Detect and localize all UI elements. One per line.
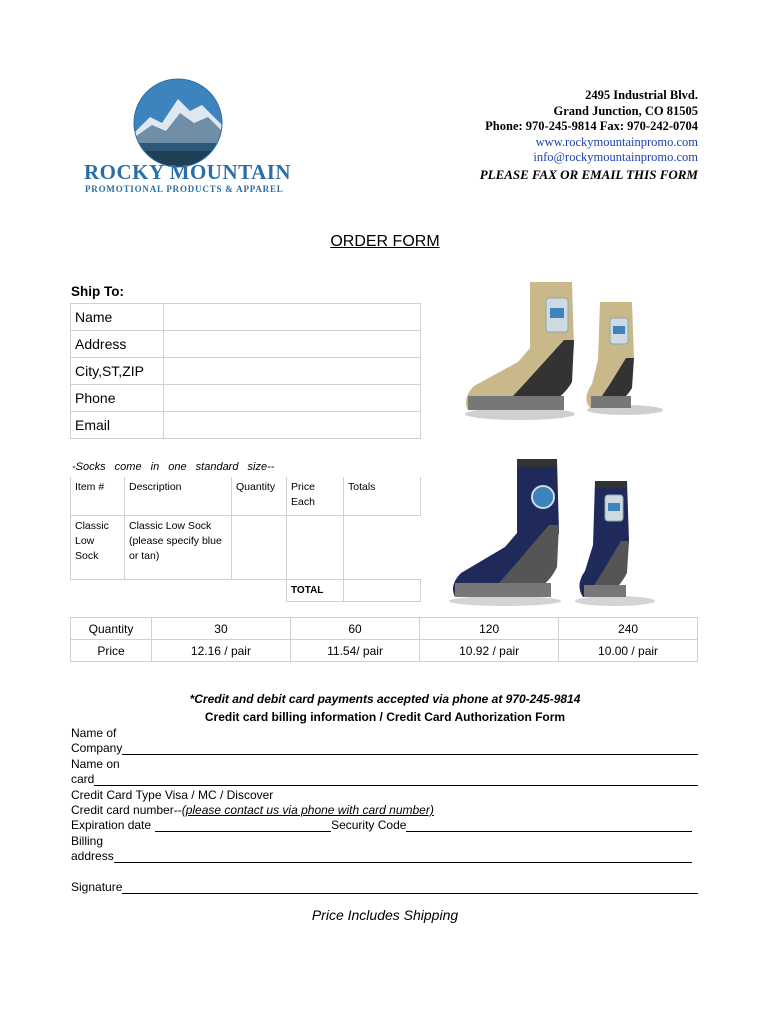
name-card-label-1: Name on [71, 757, 120, 771]
ship-to-table [70, 303, 421, 439]
col-quantity: Quantity [232, 477, 287, 515]
phone-fax: Phone: 970-245-9814 Fax: 970-242-0704 [485, 119, 698, 133]
price-label: Price [71, 640, 152, 662]
expiration-line[interactable] [155, 818, 331, 832]
tan-socks-image [460, 278, 670, 423]
card-number-label: Credit card number-- [71, 803, 182, 817]
name-company-label-2: Company [71, 741, 123, 755]
address-field[interactable] [164, 331, 421, 358]
label-city: City,ST,ZIP [71, 358, 164, 385]
col-description: Description [125, 477, 232, 515]
name-card-label-2: card [71, 772, 95, 786]
pricing-table [70, 617, 698, 662]
payment-note: *Credit and debit card payments accepted via phone at 970-245-9814 [189, 692, 581, 706]
phone-field[interactable] [164, 385, 421, 412]
price-240: 10.00 / pair [559, 640, 698, 662]
quantity-120: 120 [420, 618, 559, 640]
page-title: ORDER FORM [330, 233, 440, 250]
col-totals: Totals [344, 477, 421, 515]
label-email: Email [71, 412, 164, 439]
credit-card-form [71, 726, 698, 896]
city-field[interactable] [164, 358, 421, 385]
col-item: Item # [71, 477, 125, 515]
expiration-label: Expiration date [71, 818, 152, 832]
label-name: Name [71, 304, 164, 331]
company-name-line[interactable] [122, 741, 698, 755]
col-price-each: Price Each [287, 477, 344, 515]
quantity-30: 30 [152, 618, 291, 640]
signature-line[interactable] [122, 880, 698, 894]
security-code-line[interactable] [406, 818, 692, 832]
card-number-note: (please contact us via phone with card number) [181, 803, 434, 817]
price-60: 11.54/ pair [290, 640, 419, 662]
logo-tagline: PROMOTIONAL PRODUCTS & APPAREL [85, 184, 284, 194]
row-item: Classic Low Sock [71, 515, 125, 579]
billing-address-line[interactable] [114, 849, 692, 863]
fax-instruction: PLEASE FAX OR EMAIL THIS FORM [479, 166, 698, 182]
shipping-note: Price Includes Shipping [311, 907, 459, 923]
quantity-60: 60 [290, 618, 419, 640]
card-name-line[interactable] [94, 772, 698, 786]
street: 2495 Industrial Blvd. [585, 88, 698, 102]
total-label: TOTAL [287, 579, 344, 601]
price-120: 10.92 / pair [420, 640, 559, 662]
navy-socks-image [445, 455, 660, 610]
security-label: Security Code [331, 818, 407, 832]
quantity-label: Quantity [71, 618, 152, 640]
card-type-text: Credit Card Type Visa / MC / Discover [71, 788, 274, 802]
order-table [70, 477, 421, 602]
city: Grand Junction, CO 81505 [553, 103, 698, 118]
quantity-240: 240 [559, 618, 698, 640]
billing-heading: Credit card billing information / Credit Card Authorization Form [204, 710, 566, 724]
email-field[interactable] [164, 412, 421, 439]
price-30: 12.16 / pair [152, 640, 291, 662]
label-address: Address [71, 331, 164, 358]
total-value-cell[interactable] [344, 579, 421, 601]
signature-label: Signature [71, 880, 123, 894]
row-totals-cell[interactable] [344, 515, 421, 579]
email-link[interactable]: info@rockymountainpromo.com [533, 150, 698, 164]
row-price-cell[interactable] [287, 515, 344, 579]
name-field[interactable] [164, 304, 421, 331]
billing-label-2: address [71, 849, 114, 863]
company-address-block [480, 88, 698, 182]
row-quantity-cell[interactable] [232, 515, 287, 579]
website-link[interactable]: www.rockymountainpromo.com [535, 134, 698, 149]
billing-label-1: Billing [71, 834, 104, 848]
ship-to-heading: Ship To: [71, 284, 124, 299]
name-company-label-1: Name of [71, 726, 117, 740]
label-phone: Phone [71, 385, 164, 412]
socks-size-note: -Socks come in one standard size-- [72, 461, 275, 473]
logo-name: ROCKY MOUNTAIN [84, 160, 292, 184]
blank-cell [71, 579, 287, 601]
row-description: Classic Low Sock (please specify blue or tan) [125, 515, 232, 579]
company-logo [132, 77, 224, 169]
